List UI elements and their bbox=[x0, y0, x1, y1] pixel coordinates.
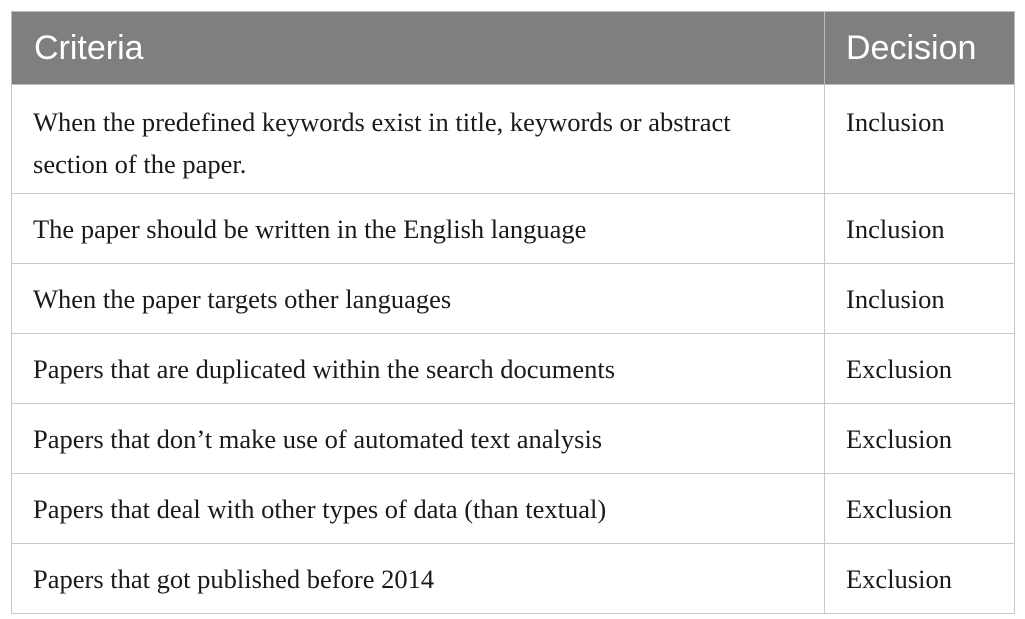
decision-cell: Inclusion bbox=[825, 85, 1015, 194]
decision-cell: Exclusion bbox=[825, 334, 1015, 404]
table-row bbox=[12, 85, 1015, 194]
decision-cell: Exclusion bbox=[825, 404, 1015, 474]
column-header-decision: Decision bbox=[825, 12, 1015, 85]
criteria-cell: Papers that got published before 2014 bbox=[12, 544, 825, 614]
decision-cell: Inclusion bbox=[825, 264, 1015, 334]
criteria-cell: Papers that don’t make use of automated text analysis bbox=[12, 404, 825, 474]
criteria-cell: When the paper targets other languages bbox=[12, 264, 825, 334]
table-body bbox=[12, 85, 1015, 614]
criteria-table bbox=[11, 11, 1015, 614]
criteria-table-container bbox=[11, 11, 1014, 614]
criteria-cell: The paper should be written in the English language bbox=[12, 194, 825, 264]
table-row bbox=[12, 264, 1015, 334]
criteria-cell: Papers that are duplicated within the search documents bbox=[12, 334, 825, 404]
table-row bbox=[12, 544, 1015, 614]
decision-cell: Exclusion bbox=[825, 474, 1015, 544]
column-header-criteria: Criteria bbox=[12, 12, 825, 85]
decision-cell: Inclusion bbox=[825, 194, 1015, 264]
header-row bbox=[12, 12, 1015, 85]
table-row bbox=[12, 334, 1015, 404]
decision-cell: Exclusion bbox=[825, 544, 1015, 614]
table-row bbox=[12, 474, 1015, 544]
criteria-cell: When the predefined keywords exist in title, keywords or abstract section of the paper. bbox=[12, 85, 825, 194]
table-header bbox=[12, 12, 1015, 85]
criteria-cell: Papers that deal with other types of data (than textual) bbox=[12, 474, 825, 544]
table-row bbox=[12, 194, 1015, 264]
table-row bbox=[12, 404, 1015, 474]
